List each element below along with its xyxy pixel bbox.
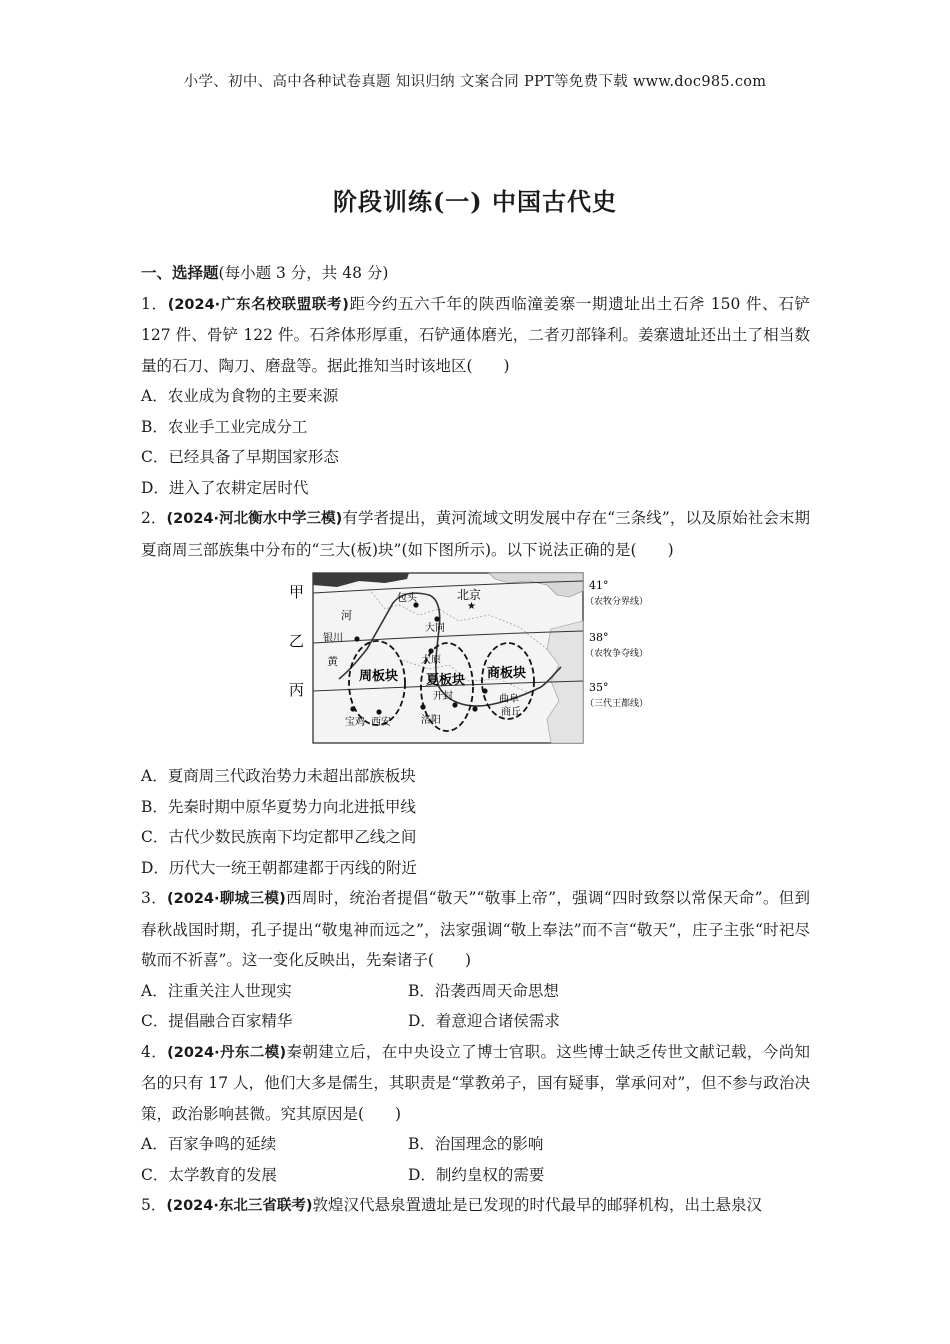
question-stem: 西周时，统治者提倡“敬天”“敬事上帝”，强调“四时致祭以常保天命”。但到春秋战国时期，孔子提出“敬鬼神而远之”，法家强调“敬上奉法”而不言“敬天”，庄子主张“时祀尽敬而不祈喜”。这一变化反映出，先秦诸子( ) <box>141 889 810 969</box>
question-5 <box>141 1190 810 1222</box>
city-dot <box>354 636 359 641</box>
line-label-bing: 丙 <box>289 681 305 699</box>
city-label-qufu: 曲阜 <box>499 694 519 705</box>
city-dot <box>434 616 439 621</box>
question-source: (2024·丹东二模) <box>167 1044 287 1061</box>
block-label-zhou: 周板块 <box>359 669 399 684</box>
option-c[interactable]: C．太学教育的发展 <box>141 1165 277 1184</box>
city-dot <box>482 688 487 693</box>
section-label: 一、选择题 <box>141 263 219 282</box>
option-row <box>141 1129 810 1160</box>
exam-content <box>141 258 810 1222</box>
option-c[interactable]: C．提倡融合百家精华 <box>141 1012 293 1030</box>
city-label-yinchuan: 银川 <box>323 633 343 644</box>
option-a[interactable]: A．夏商周三代政治势力未超出部族板块 <box>141 767 416 785</box>
option-c[interactable]: C．古代少数民族南下均定都甲乙线之间 <box>141 828 417 846</box>
city-label-luoyang: 洛阳 <box>421 715 441 726</box>
city-label-shangqiu: 商丘 <box>501 707 521 718</box>
option-row <box>141 1006 810 1037</box>
city-label-xian: 西安 <box>371 717 391 728</box>
option-a[interactable]: A．百家争鸣的延续 <box>141 1135 277 1153</box>
river-label-he: 河 <box>341 609 352 622</box>
option-b[interactable]: B．沿袭西周天命思想 <box>408 981 559 1000</box>
option-d[interactable]: D．着意迎合诸侯需求 <box>408 1012 560 1030</box>
page-title: 阶段训练(一) 中国古代史 <box>332 187 618 216</box>
city-dot <box>420 704 425 709</box>
option-a[interactable]: A．农业成为食物的主要来源 <box>141 387 339 405</box>
line-label-jia: 甲 <box>289 583 305 601</box>
line-note-desc: （三代王都线） <box>585 699 649 709</box>
question-source: (2024·聊城三模) <box>167 891 286 907</box>
section-note: (每小题 3 分，共 48 分) <box>218 264 389 282</box>
question-number: 1． <box>141 294 168 313</box>
block-label-xia: 夏板块 <box>426 673 466 688</box>
city-label-baotou: 包头 <box>397 593 417 604</box>
question-stem: 距今约五六千年的陕西临潼姜寨一期遗址出土石斧 150 件、石铲 127 件、骨铲 122 件。石斧体形厚重，石铲通体磨光，二者刃部锋利。姜寨遗址还出土了相当数量的石刀、陶刀、磨盘等。据此推知当时该地区( ) <box>141 294 810 375</box>
question-3 <box>141 883 810 976</box>
line-label-yi: 乙 <box>289 632 305 650</box>
map-figure <box>141 569 810 755</box>
city-label-baoji: 宝鸡 <box>345 717 365 728</box>
question-2 <box>141 503 810 565</box>
city-dot <box>428 648 433 653</box>
option-b[interactable]: B．农业手工业完成分工 <box>141 417 308 436</box>
city-label-taiyuan: 太原 <box>421 655 441 666</box>
line-note-deg: 35° <box>589 681 609 694</box>
city-label-datong: 大同 <box>425 623 445 634</box>
option-row <box>141 1160 810 1191</box>
question-number: 4． <box>141 1042 168 1061</box>
city-dot <box>350 706 355 711</box>
option-b[interactable]: B．先秦时期中原华夏势力向北进抵甲线 <box>141 797 416 816</box>
section-heading <box>141 258 810 289</box>
question-stem: 敦煌汉代悬泉置遗址是已发现的时代最早的邮驿机构，出土悬泉汉 <box>312 1196 763 1214</box>
block-label-shang: 商板块 <box>487 666 527 681</box>
line-note-deg: 41° <box>589 579 609 592</box>
question-1 <box>141 289 810 382</box>
city-dot <box>472 706 477 711</box>
question-source: (2024·广东名校联盟联考) <box>167 296 349 313</box>
option-b[interactable]: B．治国理念的影响 <box>408 1135 544 1153</box>
line-note-deg: 38° <box>589 631 609 644</box>
line-note-desc: （农牧分界线） <box>585 597 649 607</box>
star-icon: ★ <box>467 601 476 612</box>
question-4 <box>141 1037 810 1130</box>
line-note-desc: （农牧争夺线） <box>585 649 649 659</box>
city-dot <box>376 709 381 714</box>
question-stem: 秦朝建立后，在中央设立了博士官职。这些博士缺乏传世文献记载，今尚知名的只有 17 人，他们大多是儒生，其职责是“掌教弟子，国有疑事，掌承问对”，但不参与政治决策，政治影响甚微。究其原因是( ) <box>141 1042 810 1123</box>
question-source: (2024·东北三省联考) <box>166 1198 313 1214</box>
option-a[interactable]: A．注重关注人世现实 <box>141 981 292 1000</box>
city-label-kaifeng: 开封 <box>433 691 453 702</box>
river-label-huang: 黄 <box>327 655 338 668</box>
question-number: 5． <box>141 1196 167 1214</box>
question-number: 3． <box>141 889 168 907</box>
question-stem: 有学者提出，黄河流域文明发展中存在“三条线”，以及原始社会末期夏商周三部族集中分布的“三大(板)块”(如下图所示)。以下说法正确的是( ) <box>141 509 810 559</box>
city-dot <box>452 702 457 707</box>
option-row <box>141 976 810 1007</box>
option-d[interactable]: D．制约皇权的需要 <box>408 1165 545 1184</box>
option-c[interactable]: C．已经具备了早期国家形态 <box>141 448 339 466</box>
question-number: 2． <box>141 509 167 527</box>
option-d[interactable]: D．进入了农耕定居时代 <box>141 478 309 497</box>
yellow-river-map <box>289 569 729 755</box>
page-header-banner: 小学、初中、高中各种试卷真题 知识归纳 文案合同 PPT等免费下载 www.doc985.com <box>183 74 767 90</box>
option-d[interactable]: D．历代大一统王朝都建都于丙线的附近 <box>141 858 417 877</box>
city-label-beijing: 北京 <box>457 588 482 602</box>
question-source: (2024·河北衡水中学三模) <box>166 511 343 527</box>
